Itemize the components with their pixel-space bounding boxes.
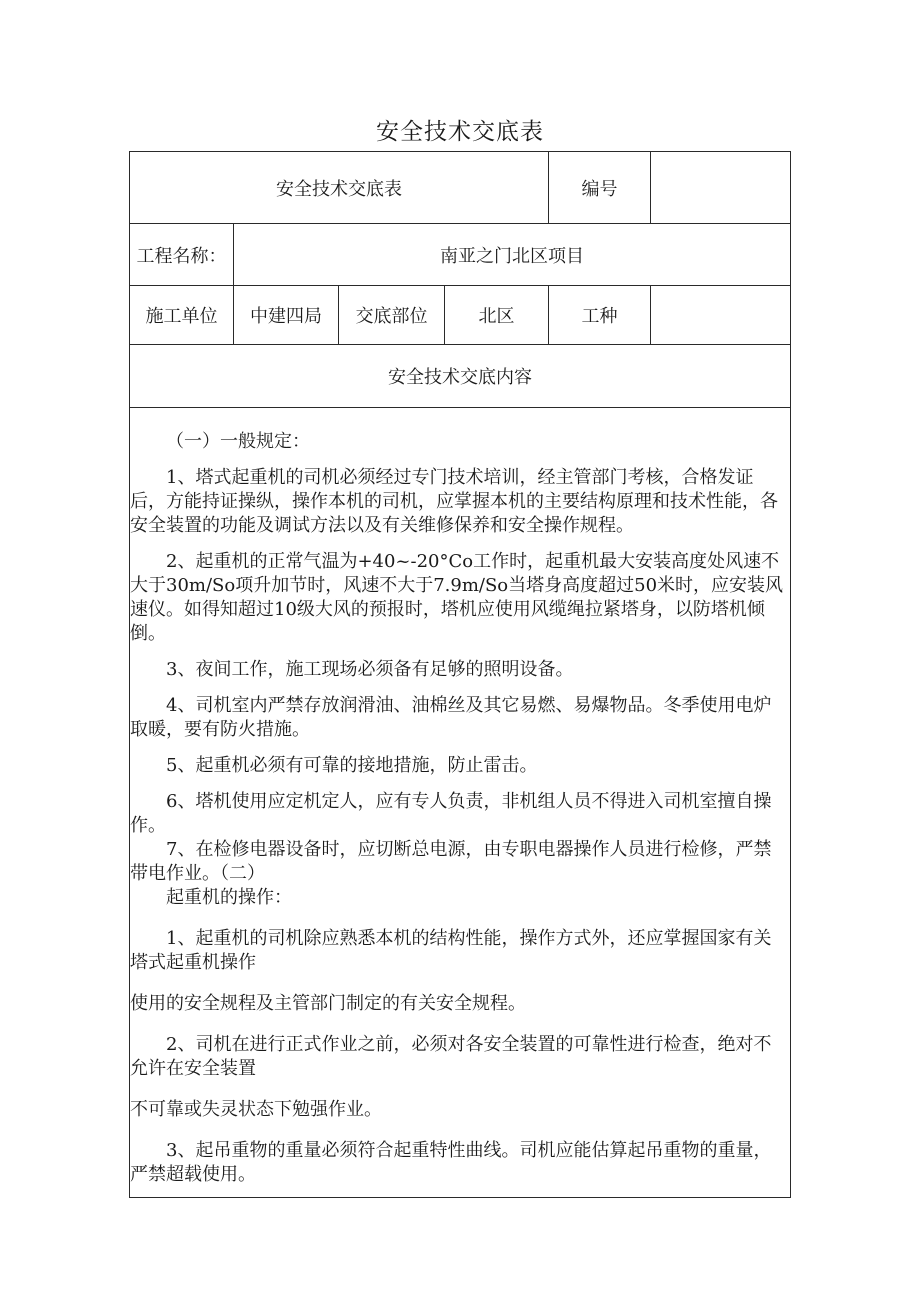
trade-label: 工种 <box>549 286 651 345</box>
briefing-part-value: 北区 <box>445 286 549 345</box>
project-name-value: 南亚之门北区项目 <box>234 224 791 286</box>
operation-item-2: 2、司机在进行正式作业之前，必须对各安全装置的可靠性进行检查，绝对不允许在安全装置 <box>130 1034 772 1079</box>
project-name-label: 工程名称： <box>130 224 234 286</box>
operation-item-2-cont: 不可靠或失灵状态下勉强作业。 <box>130 1099 382 1120</box>
trade-value <box>651 286 791 345</box>
safety-briefing-table <box>129 151 791 1198</box>
operation-item-3: 3、起吊重物的重量必须符合起重特性曲线。司机应能估算起吊重物的重量，严禁超载使用。 <box>130 1140 772 1185</box>
paragraph-1: 1、塔式起重机的司机必须经过专门技术培训，经主管部门考核，合格发证后，方能持证操纵，操作本机的司机，应掌握本机的主要结构原理和技术性能，各安全装置的功能及调试方法以及有关维修保养和安全操作规程。 <box>130 467 778 536</box>
number-value <box>651 152 791 224</box>
construction-unit-value: 中建四局 <box>234 286 339 345</box>
briefing-part-label: 交底部位 <box>339 286 445 345</box>
content-heading: 安全技术交底内容 <box>130 345 791 408</box>
paragraph-3: 3、夜间工作，施工现场必须备有足够的照明设备。 <box>166 659 574 680</box>
paragraph-6: 6、塔机使用应定机定人，应有专人负责，非机组人员不得进入司机室擅自操作。 <box>130 791 772 836</box>
section-general-title: （一）一般规定： <box>166 431 310 452</box>
paragraph-5: 5、起重机必须有可靠的接地措施，防止雷击。 <box>166 755 538 776</box>
content-cell <box>130 408 791 1198</box>
paragraph-7: 7、在检修电器设备时，应切断总电源，由专职电器操作人员进行检修，严禁带电作业。（二） <box>130 839 772 884</box>
form-title-cell: 安全技术交底表 <box>130 152 549 224</box>
number-label: 编号 <box>549 152 651 224</box>
operation-item-1: 1、起重机的司机除应熟悉本机的结构性能，操作方式外，还应掌握国家有关塔式起重机操作 <box>130 928 772 973</box>
section-operation-title: 起重机的操作： <box>166 887 292 908</box>
operation-item-1-cont: 使用的安全规程及主管部门制定的有关安全规程。 <box>130 993 526 1014</box>
paragraph-2: 2、起重机的正常气温为+40~-20°Co工作时，起重机最大安装高度处风速不大于30m∕So项升加节时，风速不大于7.9m∕So当塔身高度超过50米时，应安装风速仪。如得知超过10级大风的预报时，塔机应使用风缆绳拉紧塔身，以防塔机倾倒。 <box>130 551 784 644</box>
construction-unit-label: 施工单位 <box>130 286 234 345</box>
page-title: 安全技术交底表 <box>376 119 544 145</box>
paragraph-4: 4、司机室内严禁存放润滑油、油棉丝及其它易燃、易爆物品。冬季使用电炉取暖，要有防火措施。 <box>130 695 772 740</box>
